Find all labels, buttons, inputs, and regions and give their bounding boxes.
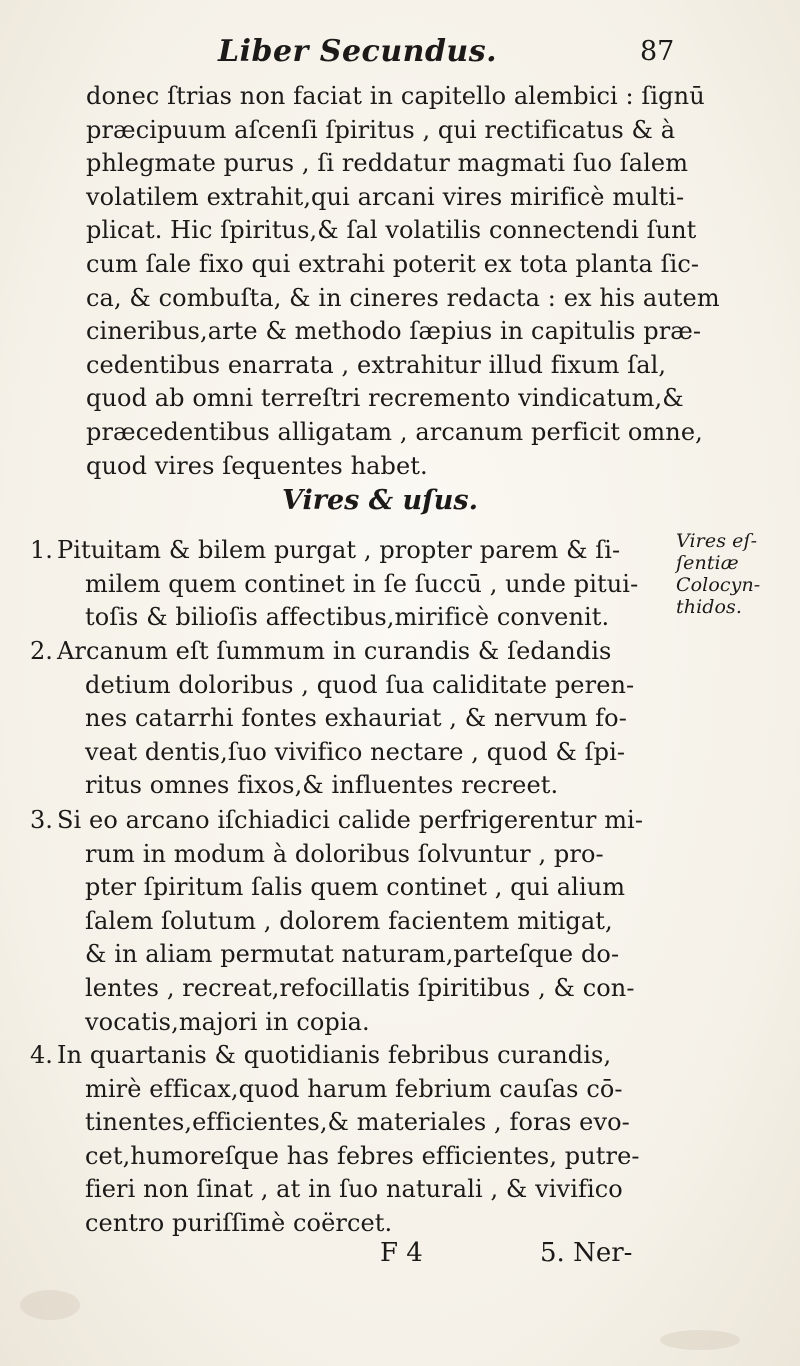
text-line: quod ab omni terreſtri recremento vindicatum,& (86, 384, 684, 413)
text-line: vocatis,majori in copia. (85, 1007, 370, 1036)
text-line: præcipuum aſcenſi ſpiritus , qui rectificatus & à (86, 115, 676, 144)
running-head (0, 34, 800, 74)
text-line: quod vires ſequentes habet. (86, 451, 428, 480)
text-line: ſentiæ (676, 552, 739, 574)
margin-note (676, 530, 786, 618)
text-line: præcedentibus alligatam , arcanum perficit omne, (86, 417, 703, 446)
text-line: cum ſale fixo qui extrahi poterit ex tota planta ſic- (86, 249, 700, 278)
text-line: tinentes,efficientes,& materiales , foras evo- (85, 1108, 630, 1137)
text-line: toſis & bilioſis affectibus,mirificè convenit. (85, 603, 610, 632)
page-number: 87 (640, 36, 675, 67)
item-number: 3. (30, 806, 53, 834)
footer-line (0, 1238, 800, 1274)
text-line: cet,humoreſque has febres efficientes, putre- (85, 1141, 640, 1170)
item-body (57, 635, 657, 803)
item-body (57, 534, 657, 635)
text-line: cedentibus enarrata , extrahitur illud fixum ſal, (86, 350, 667, 379)
item-number: 2. (30, 637, 53, 665)
text-line: ritus omnes fixos,& influentes recreet. (85, 771, 559, 800)
section-title: Vires & uſus. (282, 485, 478, 516)
text-line: rum in modum à doloribus ſolvuntur , pro- (85, 839, 604, 868)
text-line: ſalem ſolutum , dolorem facientem mitigat, (85, 906, 613, 935)
signature-mark: F 4 (380, 1238, 423, 1268)
text-line: In quartanis & quotidianis febribus curandis, (57, 1041, 612, 1069)
item-body (57, 1039, 657, 1241)
text-line: mirè efficax,quod harum febrium cauſas cō- (85, 1074, 623, 1103)
text-line: Pituitam & bilem purgat , propter parem & ſi- (57, 536, 621, 564)
text-line: thidos. (676, 596, 743, 618)
text-line: donec ſtrias non faciat in capitello alembici : ſignū (86, 82, 705, 110)
text-line: cineribus,arte & methodo ſæpius in capitulis præ- (86, 317, 702, 346)
text-line: Colocyn- (676, 574, 761, 596)
text-line: Vires eſ- (676, 530, 758, 552)
text-line: lentes , recreat,refocillatis ſpiritibus , & con- (85, 973, 635, 1002)
text-line: detium doloribus , quod ſua caliditate peren- (85, 670, 635, 699)
catchword: 5. Ner- (540, 1238, 633, 1268)
text-line: fieri non ſinat , at in ſuo naturali , & vivifico (85, 1175, 623, 1204)
text-line: phlegmate purus , ſi reddatur magmati ſuo ſalem (86, 149, 689, 178)
text-line: volatilem extrahit,qui arcani vires mirificè multi- (86, 182, 685, 211)
text-line: & in aliam permutat naturam,parteſque do- (85, 940, 620, 969)
text-line: Arcanum eſt ſummum in curandis & ſedandis (57, 637, 612, 665)
text-line: ca, & combuſta, & in cineres redacta : ex his autem (86, 283, 720, 312)
intro-paragraph (86, 80, 720, 483)
text-line: nes catarrhi fontes exhauriat , & nervum fo- (85, 704, 627, 733)
text-line: milem quem continet in ſe ſuccū , unde pitui- (85, 569, 639, 598)
text-line: centro puriſſimè coërcet. (85, 1208, 393, 1237)
item-number: 1. (30, 536, 53, 564)
item-number: 4. (30, 1041, 53, 1069)
page-stain (20, 1290, 80, 1320)
text-line: plicat. Hic ſpiritus,& ſal volatilis connectendi ſunt (86, 216, 697, 245)
page-stain (660, 1330, 740, 1350)
item-body (57, 804, 657, 1039)
running-head-title: Liber Secundus. (218, 34, 498, 69)
text-line: Si eo arcano iſchiadici calide perfrigerentur mi- (57, 806, 644, 834)
text-line: pter ſpiritum ſalis quem continet , qui alium (85, 873, 626, 902)
text-line: veat dentis,ſuo vivifico nectare , quod & ſpi- (85, 737, 626, 766)
